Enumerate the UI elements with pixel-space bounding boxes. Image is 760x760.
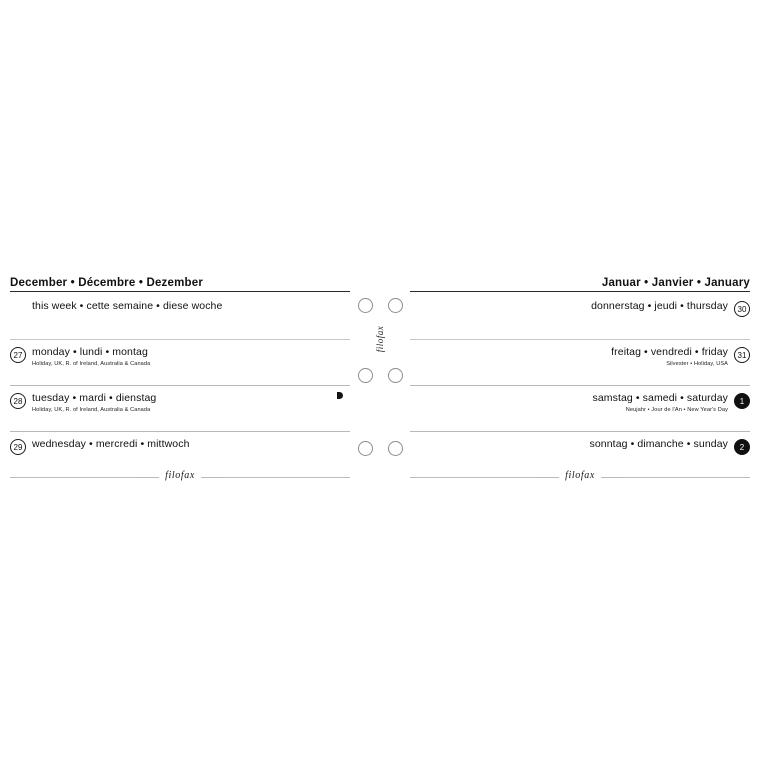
day-label: tuesday • mardi • dienstag	[32, 392, 157, 404]
left-page-footer	[10, 470, 350, 484]
left-row-tuesday[interactable]	[10, 386, 350, 432]
day-note: Holiday, UK, R. of Ireland, Australia & Canada	[32, 407, 151, 413]
day-note: Silvester • Holiday, USA	[666, 361, 728, 367]
left-month-heading	[10, 272, 350, 292]
binder-ring-icon	[388, 298, 403, 313]
left-month-title: December • Décembre • Dezember	[10, 277, 204, 289]
spine-brand-logo: filofax	[375, 325, 385, 353]
right-month-heading	[410, 272, 750, 292]
day-number-badge: 28	[10, 393, 26, 409]
day-label: freitag • vendredi • friday	[611, 346, 728, 358]
right-row-saturday[interactable]	[410, 386, 750, 432]
footer-rule-right	[622, 477, 750, 478]
day-number-badge: 30	[734, 301, 750, 317]
left-page	[10, 262, 350, 492]
right-month-divider	[410, 291, 750, 292]
day-number-badge: 31	[734, 347, 750, 363]
day-number-badge: 1	[734, 393, 750, 409]
binder-spine	[350, 262, 410, 492]
right-page	[410, 262, 750, 492]
left-row-monday[interactable]	[10, 340, 350, 386]
day-number-badge: 27	[10, 347, 26, 363]
brand-logo: filofax	[159, 470, 201, 481]
right-row-friday[interactable]	[410, 340, 750, 386]
day-note: Neujahr • Jour de l'An • New Year's Day	[625, 407, 728, 413]
day-label: this week • cette semaine • diese woche	[32, 300, 223, 312]
day-number-placeholder	[10, 301, 26, 317]
left-row-this-week[interactable]	[10, 294, 350, 340]
day-number-badge: 29	[10, 439, 26, 455]
binder-ring-icon	[388, 368, 403, 383]
day-label: samstag • samedi • saturday	[592, 392, 728, 404]
binder-ring-icon	[358, 441, 373, 456]
right-month-title: Januar • Janvier • January	[601, 277, 750, 289]
day-label: donnerstag • jeudi • thursday	[591, 300, 728, 312]
day-number-badge: 2	[734, 439, 750, 455]
footer-rule-left	[10, 477, 138, 478]
right-page-footer	[410, 470, 750, 484]
binder-ring-icon	[358, 368, 373, 383]
footer-rule-right	[222, 477, 350, 478]
day-label: monday • lundi • montag	[32, 346, 148, 358]
footer-rule-left	[410, 477, 538, 478]
brand-logo: filofax	[559, 470, 601, 481]
left-month-divider	[10, 291, 350, 292]
binder-ring-icon	[358, 298, 373, 313]
binder-ring-icon	[388, 441, 403, 456]
day-label: wednesday • mercredi • mittwoch	[32, 438, 190, 450]
day-note: Holiday, UK, R. of Ireland, Australia & Canada	[32, 361, 151, 367]
right-row-thursday[interactable]	[410, 294, 750, 340]
day-label: sonntag • dimanche • sunday	[589, 438, 728, 450]
diary-spread	[0, 262, 760, 492]
